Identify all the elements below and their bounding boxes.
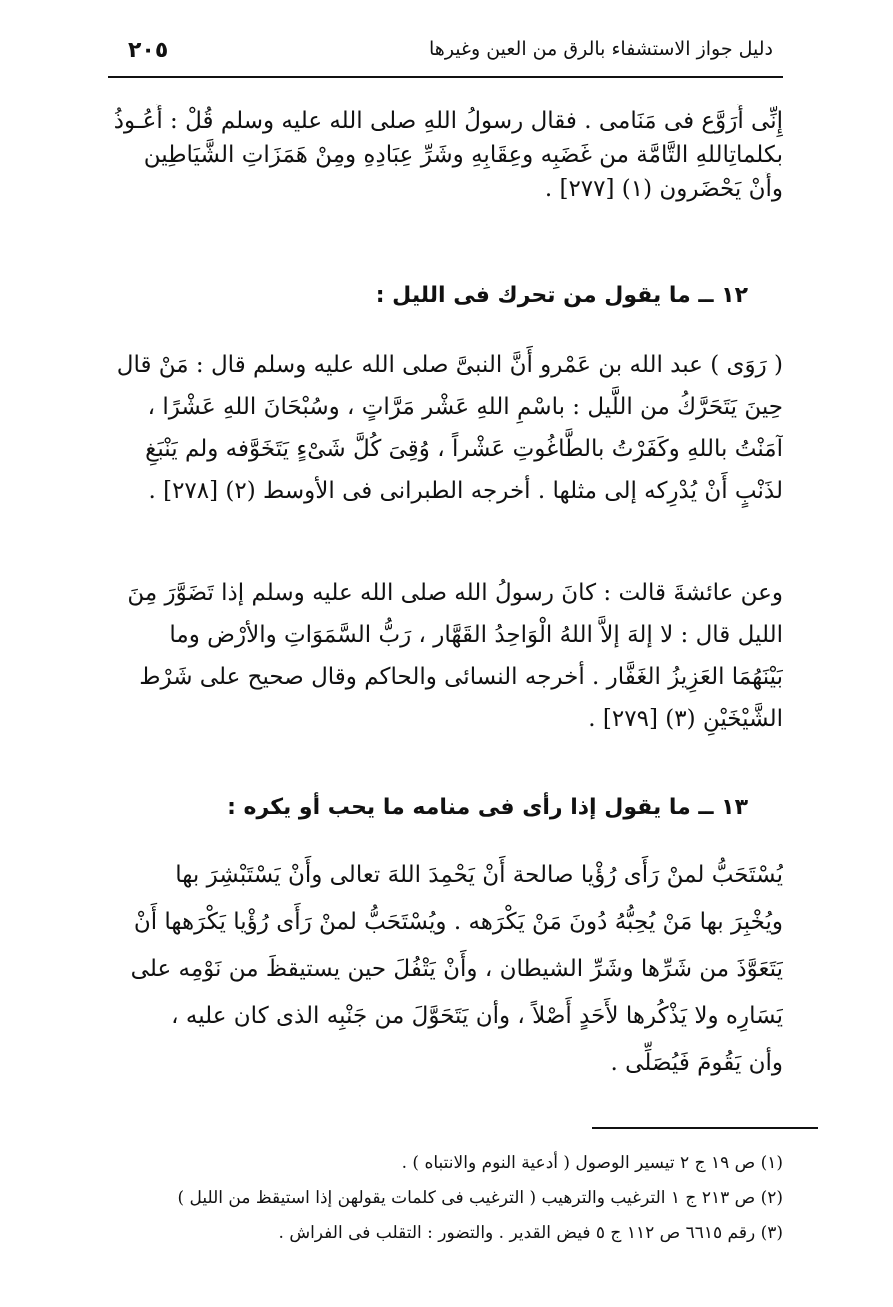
section-12-paragraph-1: [108, 344, 783, 512]
footnotes: [108, 1146, 783, 1251]
text-line: إِنِّى أُرَوَّع فى مَنَامى . فقال رسولُ اللهِ صلى الله عليه وسلم قُلْ : أَعُـوذُ: [113, 108, 783, 134]
text-line: بَيْنَهُمَا العَزِيزُ الغَفَّار . أخرجه النسائى والحاكم وقال صحيح على شَرْط: [139, 664, 783, 690]
page-header: [108, 30, 783, 78]
text-line: آمَنْتُ باللهِ وكَفَرْتُ بالطَّاغُوتِ عَشْراً ، وُقِىَ كُلَّ شَىْءٍ يَتَخَوَّفه ولم يَنْبَغِ: [145, 436, 783, 462]
text-line: حِينَ يَتَحَرَّكُ من اللَّيل : باسْمِ اللهِ عَشْر مَرَّاتٍ ، وسُبْحَانَ اللهِ عَشْرًا ،: [147, 394, 783, 420]
running-title: دليل جواز الاستشفاء بالرق من العين وغيرها: [429, 38, 773, 60]
footnote-2: (٢) ص ٢١٣ ج ١ الترغيب والترهيب ( الترغيب فى كلمات يقولهن إذا استيقظ من الليل ): [177, 1188, 783, 1208]
section-13-paragraph: [108, 852, 783, 1087]
text-line: يَسَارِه ولا يَذْكُرها لأَحَدٍ أَصْلاً ، وأن يَتَحَوَّلَ من جَنْبِه الذى كان عليه ،: [171, 1003, 783, 1029]
intro-paragraph: [108, 104, 783, 206]
text-line: بكلماتِاللهِ التَّامَّة من غَضَبِه وعِقَابِهِ وشَرِّ عِبَادِهِ ومِنْ هَمَزَاتِ الشَّيَاطِين: [143, 142, 783, 168]
text-line: يَتَعَوَّذَ من شَرِّها وشَرِّ الشيطان ، وأَنْ يَتْفُلَ حين يستيقظَ من نَوْمِه على: [130, 956, 783, 982]
text-line: وعن عائشةَ قالت : كانَ رسولُ الله صلى الله عليه وسلم إذا تَضَوَّرَ مِنَ: [127, 580, 783, 606]
section-13-heading: ١٣ ــ ما يقول إذا رأى فى منامه ما يحب أو يكره :: [227, 795, 748, 820]
text-line: الليل قال : لا إلهَ إلاَّ اللهُ الْوَاحِدُ القَهَّار ، رَبُّ السَّمَوَاتِ والأرْض وما: [169, 622, 783, 648]
footnote-3: (٣) رقم ٦٦١٥ ص ١١٢ ج ٥ فيض القدير . والتضور : التقلب فى الفراش .: [278, 1223, 783, 1243]
text-line: ويُخْبِرَ بها مَنْ يُحِبُّهُ دُونَ مَنْ يَكْرَهه . ويُسْتَحَبُّ لمنْ رَأَى رُؤْيا يَكْرَهها أَنْ: [133, 909, 783, 935]
section-12-heading: ١٢ ــ ما يقول من تحرك فى الليل :: [375, 283, 748, 308]
text-line: ( رَوَى ) عبد الله بن عَمْرو أَنَّ النبىَّ صلى الله عليه وسلم قال : مَنْ قال: [116, 352, 783, 378]
text-line: يُسْتَحَبُّ لمنْ رَأَى رُؤْيا صالحة أَنْ يَحْمِدَ اللهَ تعالى وأَنْ يَسْتَبْشِرَ بها: [175, 862, 783, 888]
footnote-divider: [592, 1127, 818, 1129]
text-line: وأن يَقُومَ فَيُصَلِّى .: [610, 1050, 783, 1076]
footnote-1: (١) ص ١٩ ج ٢ تيسير الوصول ( أدعية النوم والانتباه ) .: [401, 1153, 783, 1173]
text-line: الشَّيْخَيْنِ (٣) [٢٧٩] .: [588, 706, 783, 732]
text-line: لذَنْبٍ أَنْ يُدْرِكه إلى مثلها . أخرجه الطبرانى فى الأوسط (٢) [٢٧٨] .: [148, 478, 783, 504]
text-line: وأَنْ يَحْضَرون (١) [٢٧٧] .: [544, 176, 783, 202]
section-12-paragraph-2: [108, 572, 783, 740]
page-number: ٢٠٥: [128, 38, 169, 63]
